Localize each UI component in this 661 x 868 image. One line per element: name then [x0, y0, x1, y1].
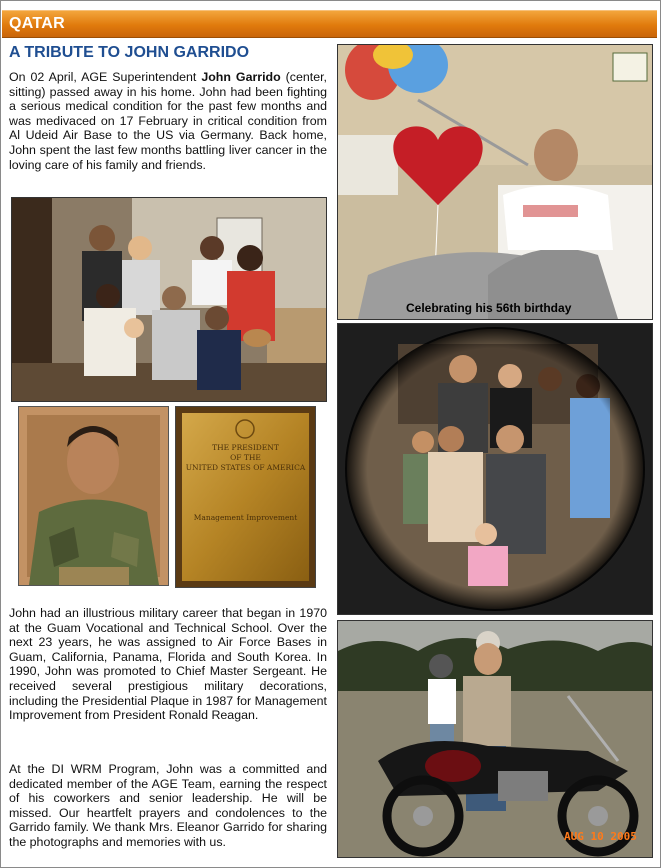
- plaque-line: THE PRESIDENT: [212, 443, 279, 452]
- presidential-plaque-photo: [175, 406, 316, 588]
- plaque-line: Management Improvement: [193, 513, 298, 522]
- honoree-name: John Garrido: [201, 70, 281, 84]
- plaque-line: UNITED STATES OF AMERICA: [185, 463, 306, 472]
- paragraph-closing: At the DI WRM Program, John was a committed and dedicated member of the AGE Team, earning the respect of his coworkers and senior leadership. He will be missed. Our heartfelt prayers and condolences to the Garrido family. We thank Mrs. Eleanor Garrido for sharing the photographs and memories with us.: [9, 762, 327, 849]
- paragraph-intro: [9, 70, 327, 172]
- section-banner: [2, 10, 657, 38]
- section-title: QATAR: [9, 15, 66, 32]
- birthday-caption: Celebrating his 56th birthday: [406, 301, 572, 315]
- motorcycle-photo: [337, 620, 653, 858]
- plaque-text: [182, 443, 309, 523]
- plaque-line: OF THE: [230, 453, 261, 462]
- military-portrait-photo: [18, 406, 169, 586]
- intro-text-start: On 02 April, AGE Superintendent: [9, 70, 202, 84]
- paragraph-career: John had an illustrious military career that began in 1970 at the Guam Vocational and Technical School. Over the next 23 years, he was assigned to Air Force Bases in Guam, California, Panama, Florida and South Korea. In 1990, John was promoted to Chief Master Sergeant. He received several prestigious military decorations, including the Presidential Plaque in 1987 for Management Improvement from President Ronald Reagan.: [9, 606, 327, 723]
- family-vignette-photo: [337, 323, 653, 615]
- photo-date-stamp: AUG 10 2005: [564, 830, 637, 843]
- birthday-hospital-photo: [337, 44, 653, 320]
- family-group-photo: [11, 197, 327, 402]
- article-title: A TRIBUTE TO JOHN GARRIDO: [9, 44, 250, 61]
- intro-text-rest: (center, sitting) passed away in his home. John had been fighting a serious medical condition for the past few months and was medivaced on 17 February in critical condition from Al Udeid Air Base to the US via Germany. Back home, John spent the last few months battling liver cancer in the loving care of his family and friends.: [9, 70, 327, 172]
